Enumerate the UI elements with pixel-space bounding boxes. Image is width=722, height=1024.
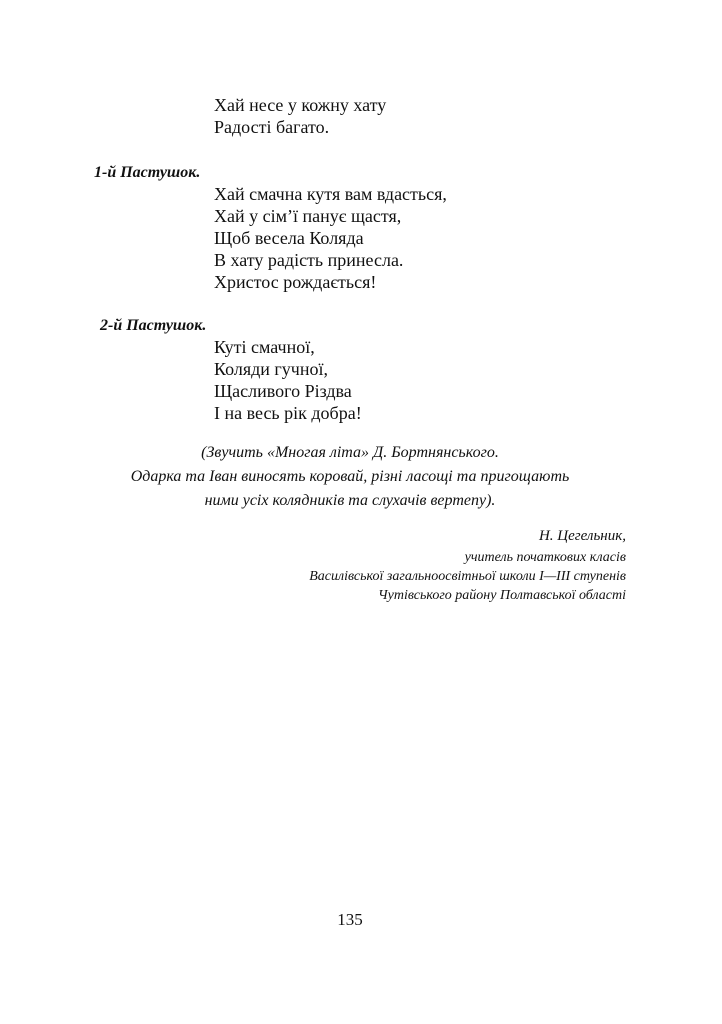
author-position: учитель початкових класів — [464, 550, 626, 565]
stage-direction-line: Одарка та Іван виносять коровай, різні ласощі та пригощають — [130, 468, 570, 485]
verse-line: Хай несе у кожну хату — [214, 95, 387, 115]
page-number: 135 — [337, 910, 363, 929]
verse-line: Коляди гучної, — [214, 359, 328, 379]
verse-line: Щоб весела Коляда — [214, 228, 364, 248]
verse-line: Хай у сім’ї панує щастя, — [214, 206, 402, 226]
verse-line: Щасливого Різдва — [214, 381, 352, 401]
verse-line: Радості багато. — [214, 117, 330, 137]
author-name: Н. Цегельник, — [538, 528, 626, 544]
verse-line: В хату радість принесла. — [214, 250, 404, 270]
stanza-2 — [214, 183, 447, 293]
verse-line: Хай смачна кутя вам вдасться, — [214, 184, 447, 204]
stanza-3 — [214, 336, 362, 424]
author-signature — [309, 526, 626, 605]
author-region: Чутівського району Полтавської області — [377, 588, 626, 603]
speaker-label-shepherd-2: 2-й Пастушок. — [100, 317, 207, 334]
stanza-1 — [214, 94, 386, 138]
verse-line: І на весь рік добра! — [214, 403, 362, 423]
stage-direction-line: ними усіх колядників та слухачів вертепу). — [204, 492, 496, 509]
speaker-label-shepherd-1: 1-й Пастушок. — [94, 164, 201, 181]
stage-direction — [60, 441, 640, 513]
verse-line: Куті смачної, — [214, 337, 315, 357]
stage-direction-line: (Звучить «Многая літа» Д. Бортнянського. — [201, 444, 499, 461]
verse-line: Христос рождається! — [214, 272, 377, 292]
author-school: Василівської загальноосвітньої школи І—ІІІ ступенів — [309, 569, 626, 584]
